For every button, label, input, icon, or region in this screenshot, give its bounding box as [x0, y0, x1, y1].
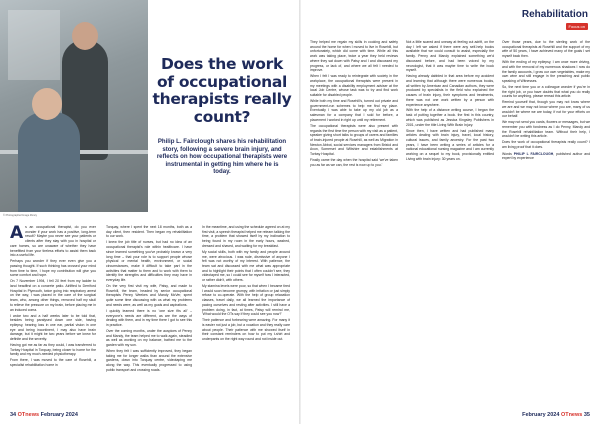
footer-right	[522, 412, 590, 418]
paragraph: With the ending of my epilepsy, I am once more driving, and with the removal of my numerous shadows I now do the family accounts, I grow our own vegetables, make my own wine and still engage in the preaching and public speaking of Witnesses.	[502, 60, 590, 83]
right-column-1	[310, 40, 398, 404]
issue-date: February 2024	[522, 412, 560, 418]
article-headline: Does the work of occupational therapists really count?	[152, 55, 292, 126]
article-photo	[0, 0, 148, 212]
paragraph: Finally came the day when the hospital said 'we've taken you as far as we can, the rest is now up to you.'	[310, 158, 398, 167]
photo-window	[8, 10, 60, 80]
left-column-1	[10, 225, 96, 403]
issue-date: February 2024	[40, 412, 78, 418]
page-number: 35	[583, 412, 590, 418]
paragraph: In the meantime, and using the schedule agreed on at my first visit, a speech therapist helped me relearn talking the time, a problem that showed itself by my inclination to being found in my room in the early hours, washed, dressed and shaved, and waiting for my breakfast.	[202, 225, 290, 248]
paragraph: Having got me as far as they could, I was transferred to Torbay Hospital in Torquay, being closer to home for the family and my much-needed physiotherapy.	[10, 343, 96, 357]
page-number: 34	[10, 412, 17, 418]
paragraph: Not a little scared and uneasy at feeling cut adrift, on the day I left we asked if there were any self-help books available that we could consult to assist, especially the family. Penny and Mandy explained something we'd discussed before, and had been voiced by my neurologist, that it was maybe time to write the book myself.	[406, 40, 494, 73]
section-title: Rehabilitation	[521, 9, 588, 20]
author-name: PHILIP L FAIRCLOUGH	[513, 151, 554, 156]
paragraph: On the very first visit my wife, Patsy, and made to Rosehill, the team, headed by senior occupational therapists Penny Weekes and Mandy McVer, spent quite some time discussing with us what my problems and needs were, as well as my goals and aspirations.	[106, 284, 192, 307]
paragraph: Perhaps you wonder if they ever even give you a passing thought. If such thinking has crossed your mind from time to time, I hope my contribution will give you some comfort and hope.	[10, 259, 96, 278]
left-column-2	[106, 225, 192, 403]
paragraph: As an occupational therapist, do you ever wonder if your work has a positive, long-term result? Maybe you never see your patients or clients after they stay with you in hospital or care homes, so are unaware of whether they have benefitted from your tireless efforts to assist them back into a useful life.	[10, 225, 96, 258]
photo-person-walking-head	[32, 88, 62, 120]
paragraph: My stamina levels were poor, so that when I became tired I would soon become grumpy, with irritation or just simply refuse to co-operate. With the help of group relaxation classes, travel daily, we all learned the importance of pacing ourselves and resting after activities. I still have a problem doing, in fact, at times, Patsy will remind me, 'What would the OTs say if they could see you now?'	[202, 284, 290, 317]
paragraph: Over those years, due to the sterling work of the occupational therapists at Rosehill and the support of my wife of 50 years, I have achieved many of the goals I set myself back then.	[502, 40, 590, 59]
left-column-3	[202, 225, 290, 403]
paragraph: So, the next time you or a colleague wonder if you're in the right job, or you have doubts that what you do really counts for anything, please reread this article.	[502, 84, 590, 99]
paragraph: Does the work of occupational therapists really count? I am living proof that it does.	[502, 140, 590, 150]
paragraph: Since then, I have written and had published many articles dealing with brain injury, travel, local history, cultural issues, and family ancestry. For the past two years, I have been writing a series of articles for a national educational nursing magazine and I am currently working on a sequel to my book, provisionally entitled Living with brain injury: 30 years on.	[406, 128, 494, 161]
paragraph: From there, I was moved to the care of Rosehill, a specialist rehabilitation home in	[10, 358, 96, 368]
article-standfirst: Philip L. Fairclough shares his rehabilitation story, following a severe brain injury, and reflects on how occupational therapists were instrumental in getting him where he is today.	[156, 138, 288, 176]
paragraph: While both my time and Rosehill's, turned out private and government-run schemes to help me find my place. Eventually I was able to take up my old job as a salesman for a company that I sold for before, a placement I worked in right up until my retirement.	[310, 99, 398, 122]
photo-credit: © Photographer/Image library	[3, 214, 38, 217]
paragraph: With the help of a distance writing course, I began the task of putting together a book. the first in this country, which was published as Jessica Kingsley Publishers in 2001, under the title Living With Brain Injury.	[406, 108, 494, 127]
paragraph: Over the coming months, under the auspices of Penny and Mandy, the team helped me to walk again, steadied as well as working on my balance, bathed me to the garden with my son.	[106, 328, 192, 347]
right-column-2	[406, 40, 494, 404]
paragraph: I woke two and a half weeks later to be told that, besides being paralysed down one side, having epilepsy, hearing loss in one ear, partial vision in one eye and being incontinent, I may also have brain damage, but it might be two years before we knew for definite and the severity.	[10, 313, 96, 342]
photo-person-standing-head	[72, 22, 98, 50]
author-byline: Words PHILIP L FAIRCLOUGH, published author and expert by experience	[502, 151, 590, 161]
right-column-3	[502, 40, 590, 404]
paragraph: Their patience and forbearing were amazing. For many it is easier not just a job, but a vocation and they really care about people. Their patience with me showed itself in their constant reminders on how to put my t-shirt and underpants on the right way round and not inside out.	[202, 318, 290, 342]
photo-person-walking	[18, 112, 80, 212]
magazine-brand: OTnews	[17, 412, 40, 418]
paragraph: Torquay, where I spent the next 18 months, both as a day client, then resident. Then began my rehabilitation to our work.	[106, 225, 192, 239]
section-tag: Focus on	[566, 23, 588, 30]
paragraph: They helped me regain my skills in cooking and safety around the home for when I moved to live in Rosehill, but unfortunately, which did come with time. While all this work was taking place, twice a year they held reviews where they sat down with Patsy and I and discussed my progress, or lack of, and where we all felt I needed to improve.	[310, 40, 398, 73]
paragraph: On 7 November 1994, I fell 20 feet from my ladder to land headfirst on a concrete patio. Airlifted to Derriford Hospital in Plymouth, twice going into respiratory arrest on the way, I was placed in the care of the surgical team, who, among other things, removed half my skull to relieve the pressure on my brain, before placing me in an induced coma.	[10, 279, 96, 312]
paragraph: When I felt I was ready to reintegrate with society in the workplace, the occupational therapists were present in my meetings with a disability employment adviser at the local Job Centre, whose task was to try and find work suitable for disabled people.	[310, 74, 398, 98]
paragraph: Having already dabbled in that area before my accident and learning that although there were numerous books, all written by American and Canadian authors, they were produced by specialists in the field who explained the causes of brain injury, their symptoms and treatments, there was not one work written by a person with experience anywhere.	[406, 74, 494, 107]
drop-cap: A	[10, 225, 24, 243]
paragraph: My social skills, both with my family and people around me, were atrocious. I was rude, dismissive of anyone I felt was not worthy of my interest. With patience, the team sat and discussed with me what was appropriate and to highlight their points that I often couldn't see, they videotaped me, so I could see for myself how I interacted, or rather didn't, with others.	[202, 249, 290, 283]
magazine-brand: OTnews	[560, 412, 583, 418]
paragraph: I quickly learned there is no 'one size fits all' – everyone's needs are different, as are the ways of dealing with them, and in my time there I got to see this in practice.	[106, 308, 192, 327]
paragraph: We may not send you cards, flowers or messages, but we remember you with fondness as I do Penny, Mandy and the Rosehill rehabilitation team. Without their help, I wouldn't be writing this article.	[502, 120, 590, 139]
paragraph: Remind yourself that, though you may not know where we are and we may not know where you are, many of us wouldn't be where we are today, if not for your efforts on our behalf.	[502, 100, 590, 119]
right-page	[300, 0, 600, 424]
paragraph: I knew the job title of nurses, but had no idea of an occupational therapist's role within healthcare. I have since learned something you've probably known a very long time – that your role is to support people whose physical or mental health, environment, or social circumstances, make it difficult to take part in the activities that matter to them and to work with them to identify the strengths and difficulties they may have in everyday life.	[106, 240, 192, 283]
footer-left	[10, 412, 78, 418]
paragraph: The occupational therapists were also present with regards the first time the person with my visit as a patient, speaker giving short talks to groups of carers and families of brain-injured people at Rosehill, as well as Migration in Newton Abbot, social services managers from Bristol and Avon, Somerset and Wiltshire and establishments at Torbay Hospital.	[310, 123, 398, 157]
paragraph: When they felt I was sufficiently improved, they began taking me for longer walks than around the extensive gardens, down into Torquay centre, videotaping me along the way. This eventually progressed to using public transport and crossing roads.	[106, 348, 192, 372]
